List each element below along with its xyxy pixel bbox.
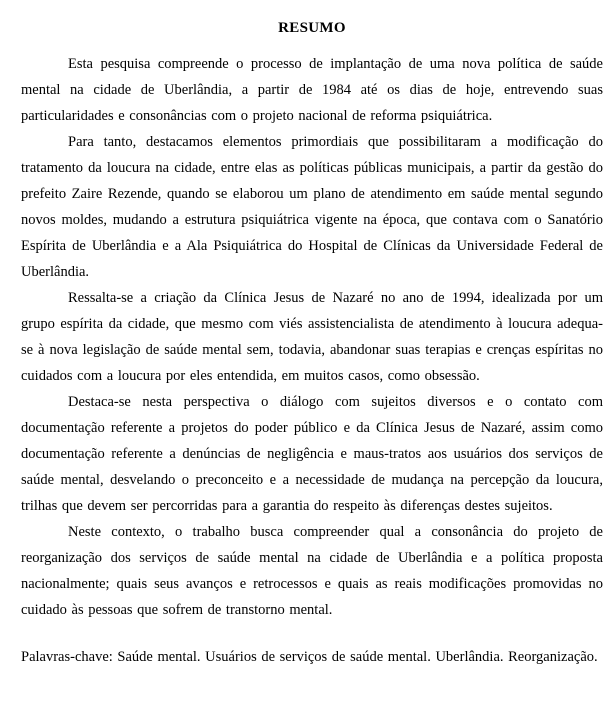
abstract-paragraph-2: Para tanto, destacamos elementos primordiais que possibilitaram a modificação do tratamento da loucura na cidade, entre elas as políticas públicas municipais, a partir da gestão do prefeito Zaire Rezende, quando se elaborou um plano de atendimento em saúde mental segundo novos moldes, mudando a estrutura psiquiátrica vigente na época, que contava com o Sanatório Espírita de Uberlândia e a Ala Psiquiátrica do Hospital de Clínicas da Universidade Federal de Uberlândia.	[21, 134, 603, 280]
page-title: RESUMO	[278, 20, 346, 36]
abstract-paragraph-3: Ressalta-se a criação da Clínica Jesus de Nazaré no ano de 1994, idealizada por um grupo espírita da cidade, que mesmo com viés assistencialista de atendimento à loucura adequa-se à nova legislação de saúde mental sem, todavia, abandonar suas terapias e crenças espíritas no cuidados com a loucura por eles entendida, em muitos casos, como obsessão.	[21, 290, 603, 384]
abstract-paragraph-4: Destaca-se nesta perspectiva o diálogo com sujeitos diversos e o contato com documentação referente a projetos do poder público e da Clínica Jesus de Nazaré, assim como documentação referente a denúncias de negligência e maus-tratos aos usuários dos serviços de saúde mental, desvelando o preconceito e a necessidade de mudança na percepção da loucura, trilhas que devem ser percorridas para a garantia do respeito às diferenças destes sujeitos.	[21, 394, 603, 514]
keywords-line: Palavras-chave: Saúde mental. Usuários de serviços de saúde mental. Uberlândia. Reorganização.	[21, 649, 598, 665]
abstract-paragraph-1: Esta pesquisa compreende o processo de implantação de uma nova política de saúde mental na cidade de Uberlândia, a partir de 1984 até os dias de hoje, entrevendo suas particularidades e consonâncias com o projeto nacional de reforma psiquiátrica.	[21, 56, 603, 124]
abstract-paragraph-5: Neste contexto, o trabalho busca compreender qual a consonância do projeto de reorganização dos serviços de saúde mental na cidade de Uberlândia e a política proposta nacionalmente; quais seus avanços e retrocessos e quais as reais modificações promovidas no cuidado às pessoas que sofrem de transtorno mental.	[21, 524, 603, 618]
